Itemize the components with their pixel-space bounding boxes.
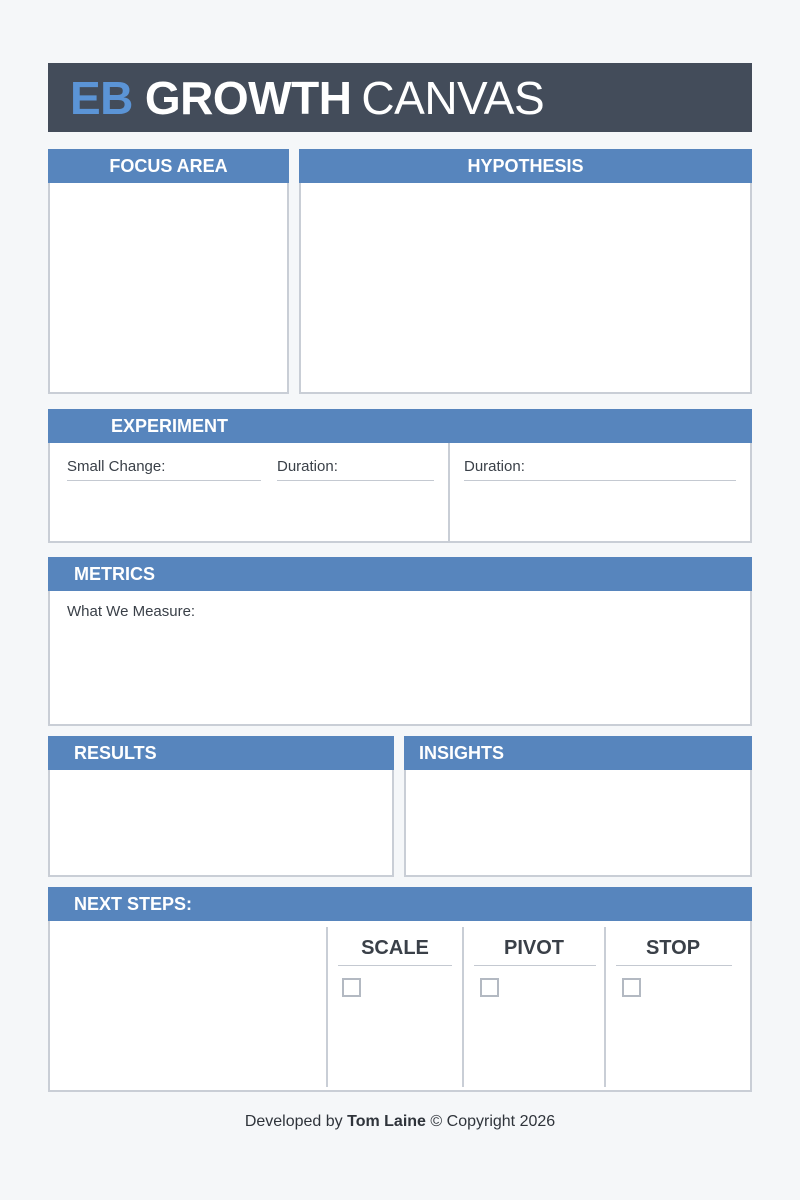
- stop-checkbox[interactable]: [622, 978, 641, 997]
- what-we-measure-label: What We Measure:: [67, 603, 196, 620]
- hypothesis-header: HYPOTHESIS: [299, 149, 752, 183]
- canvas-title-bar: [48, 63, 752, 132]
- small-change-label: Small Change:: [67, 458, 166, 475]
- experiment-header: EXPERIMENT: [48, 409, 752, 443]
- footer: [0, 1113, 800, 1131]
- experiment-box: [48, 409, 752, 543]
- metrics-box[interactable]: [48, 557, 752, 726]
- focus-area-header: FOCUS AREA: [48, 149, 289, 183]
- insights-box[interactable]: [404, 736, 752, 877]
- next-steps-divider-1: [326, 927, 328, 1087]
- pivot-rule: [474, 965, 596, 966]
- footer-prefix: Developed by: [244, 1113, 343, 1130]
- metrics-header: METRICS: [48, 557, 752, 591]
- results-header: RESULTS: [48, 736, 394, 770]
- duration-field-1[interactable]: [277, 480, 434, 481]
- next-steps-header: NEXT STEPS:: [48, 887, 752, 921]
- pivot-checkbox[interactable]: [480, 978, 499, 997]
- scale-option-label: SCALE: [361, 937, 429, 959]
- small-change-field[interactable]: [67, 480, 261, 481]
- title-eb: EB: [70, 71, 133, 124]
- footer-copyright: © Copyright 2026: [430, 1113, 556, 1130]
- insights-header: INSIGHTS: [404, 736, 752, 770]
- experiment-divider: [448, 443, 450, 541]
- duration-label-2: Duration:: [464, 458, 525, 475]
- hypothesis-box[interactable]: [299, 149, 752, 394]
- scale-checkbox[interactable]: [342, 978, 361, 997]
- title-growth: GROWTH: [144, 71, 352, 124]
- duration-field-2[interactable]: [464, 480, 736, 481]
- next-steps-divider-3: [604, 927, 606, 1087]
- pivot-option-label: PIVOT: [503, 937, 564, 959]
- footer-author: Tom Laine: [347, 1113, 426, 1130]
- next-steps-divider-2: [462, 927, 464, 1087]
- stop-rule: [616, 965, 732, 966]
- next-steps-box: [48, 887, 752, 1092]
- duration-label-1: Duration:: [277, 458, 338, 475]
- results-box[interactable]: [48, 736, 394, 877]
- focus-area-box[interactable]: [48, 149, 289, 394]
- title-canvas: CANVAS: [361, 71, 545, 124]
- stop-option-label: STOP: [645, 937, 701, 959]
- scale-rule: [338, 965, 452, 966]
